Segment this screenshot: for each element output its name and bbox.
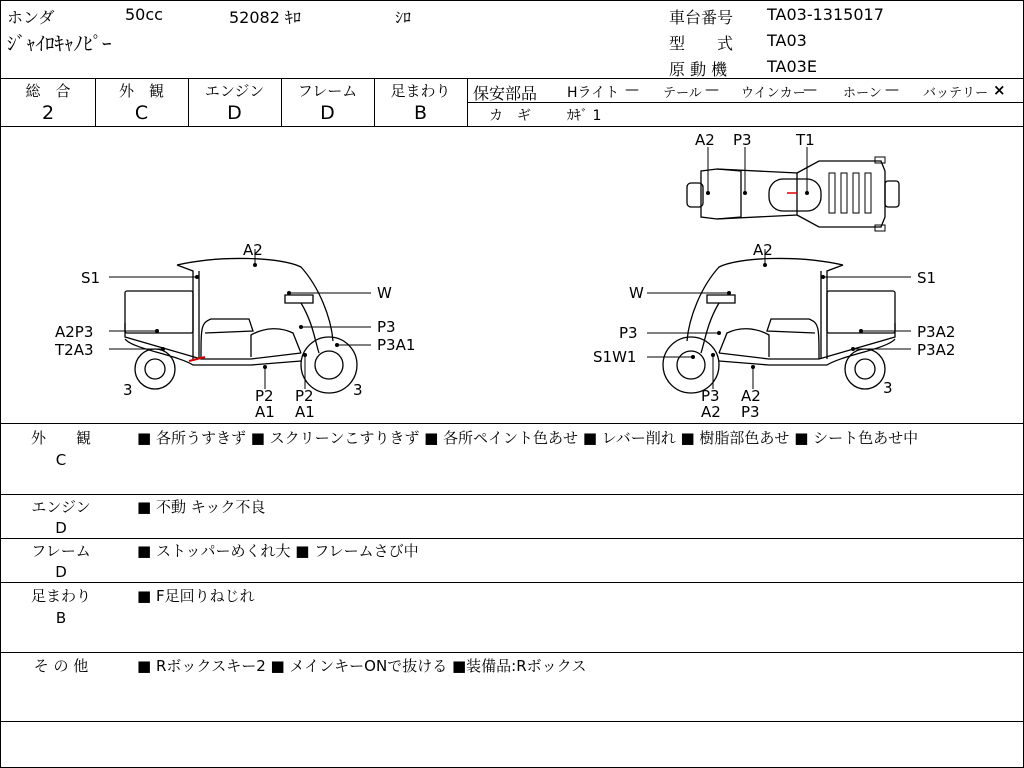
right-label-b1a: P3 <box>701 387 720 405</box>
safety-mark-winker: — <box>803 82 817 98</box>
divider <box>1 78 1023 79</box>
right-label-s1: S1 <box>917 269 937 287</box>
maker: ホンダ <box>7 8 55 27</box>
top-label-t1: T1 <box>796 131 815 149</box>
engine-value: TA03E <box>767 57 817 76</box>
note-text-frame: ■ ストッパーめくれ大 ■ フレームさび中 <box>137 542 419 560</box>
note-label-exterior: 外 観 <box>30 429 91 447</box>
divider <box>1 494 1023 495</box>
right-label-w: W <box>629 284 644 302</box>
divider <box>1 423 1023 424</box>
safety-label: 保安部品 <box>473 84 538 103</box>
left-label-b2a: P2 <box>295 387 314 405</box>
left-label-a2p3: A2P3 <box>55 323 94 341</box>
chassis-value: TA03-1315017 <box>767 5 884 24</box>
divider <box>467 78 468 126</box>
grade-label-engine: エンジン <box>204 82 265 100</box>
grade-label-frame: フレーム <box>297 82 358 100</box>
right-label-rear-3: 3 <box>883 379 893 397</box>
chassis-label: 車台番号 <box>669 8 734 27</box>
note-label-engine: エンジン <box>31 498 91 516</box>
right-label-p3: P3 <box>619 324 638 342</box>
left-side-diagram <box>54 241 415 421</box>
grade-value-total: 2 <box>41 102 55 124</box>
note-grade-suspension: B <box>55 609 67 627</box>
left-label-p3a1: P3A1 <box>377 336 416 354</box>
right-label-s1w1: S1W1 <box>593 348 637 366</box>
divider <box>1 538 1023 539</box>
top-label-a2: A2 <box>695 131 715 149</box>
left-label-b1b: A1 <box>255 403 275 421</box>
type-value: TA03 <box>767 31 807 50</box>
divider <box>1 652 1023 653</box>
note-label-frame: フレーム <box>31 542 91 560</box>
note-text-engine: ■ 不動 キック不良 <box>137 498 266 516</box>
top-label-p3: P3 <box>733 131 752 149</box>
safety-mark-horn: — <box>885 82 899 98</box>
right-label-b2b: P3 <box>741 403 760 421</box>
right-label-b1b: A2 <box>701 403 721 421</box>
safety-mark-tail: — <box>705 82 719 98</box>
right-label-p3a2: P3A2 <box>917 323 956 341</box>
right-side-diagram <box>593 241 955 421</box>
type-label: 型 式 <box>669 34 734 53</box>
left-label-p3: P3 <box>377 318 396 336</box>
grade-value-exterior: C <box>134 102 149 124</box>
right-label-b2a: A2 <box>741 387 761 405</box>
note-label-other: そ の 他 <box>33 657 89 675</box>
left-label-rear-3: 3 <box>123 381 133 399</box>
grade-value-suspension: B <box>413 102 428 124</box>
safety-mark-battery: × <box>993 81 1006 99</box>
note-text-exterior: ■ 各所うすきず ■ スクリーンこすりきず ■ 各所ペイント色あせ ■ レバー削れ ■ 樹脂部色あせ ■ シート色あせ中 <box>137 429 919 447</box>
safety-item-tail: テール <box>663 86 702 101</box>
left-label-s1: S1 <box>81 269 101 287</box>
right-label-top: A2 <box>753 241 773 259</box>
safety-item-horn: ホーン <box>843 86 882 101</box>
left-label-w: W <box>377 284 392 302</box>
key-label: カ ギ <box>489 108 531 124</box>
divider <box>468 102 1023 103</box>
grade-label-exterior: 外 観 <box>118 82 164 100</box>
divider <box>1 582 1023 583</box>
safety-item-battery: バッテリー <box>923 86 989 101</box>
key-value: ｶｷﾞ 1 <box>567 108 602 124</box>
divider <box>1 721 1023 722</box>
grade-value-frame: D <box>320 102 335 124</box>
left-label-front-3: 3 <box>353 381 363 399</box>
safety-item-winker: ウインカー <box>741 86 806 101</box>
note-grade-frame: D <box>55 563 67 581</box>
grade-value-engine: D <box>227 102 242 124</box>
safety-mark-headlight: — <box>625 82 639 98</box>
left-label-t2a3: T2A3 <box>55 341 94 359</box>
engine-label: 原 動 機 <box>669 60 728 79</box>
left-label-b1a: P2 <box>255 387 274 405</box>
note-label-suspension: 足まわり <box>30 587 91 605</box>
model-name: ｼﾞｬｲﾛｷｬﾉﾋﾟｰ <box>7 33 112 55</box>
safety-item-headlight: Hライト <box>567 85 620 101</box>
left-label-top: A2 <box>243 241 263 259</box>
note-grade-engine: D <box>55 519 67 537</box>
grade-label-total: 総 合 <box>25 82 71 100</box>
damage-diagram <box>1 127 1023 423</box>
mileage: 52082 ｷﾛ <box>229 8 301 27</box>
note-text-suspension: ■ F足回りねじれ <box>137 587 255 605</box>
grade-label-suspension: 足まわり <box>390 82 451 100</box>
color: ｼﾛ <box>395 8 412 27</box>
displacement: 50cc <box>125 5 163 24</box>
right-label-p3a2-lower: P3A2 <box>917 341 956 359</box>
note-grade-exterior: C <box>55 451 67 469</box>
note-text-other: ■ Rボックスキー2 ■ メインキーONで抜ける ■装備品:Rボックス <box>137 657 587 675</box>
left-label-b2b: A1 <box>295 403 315 421</box>
top-view-diagram <box>687 131 899 231</box>
